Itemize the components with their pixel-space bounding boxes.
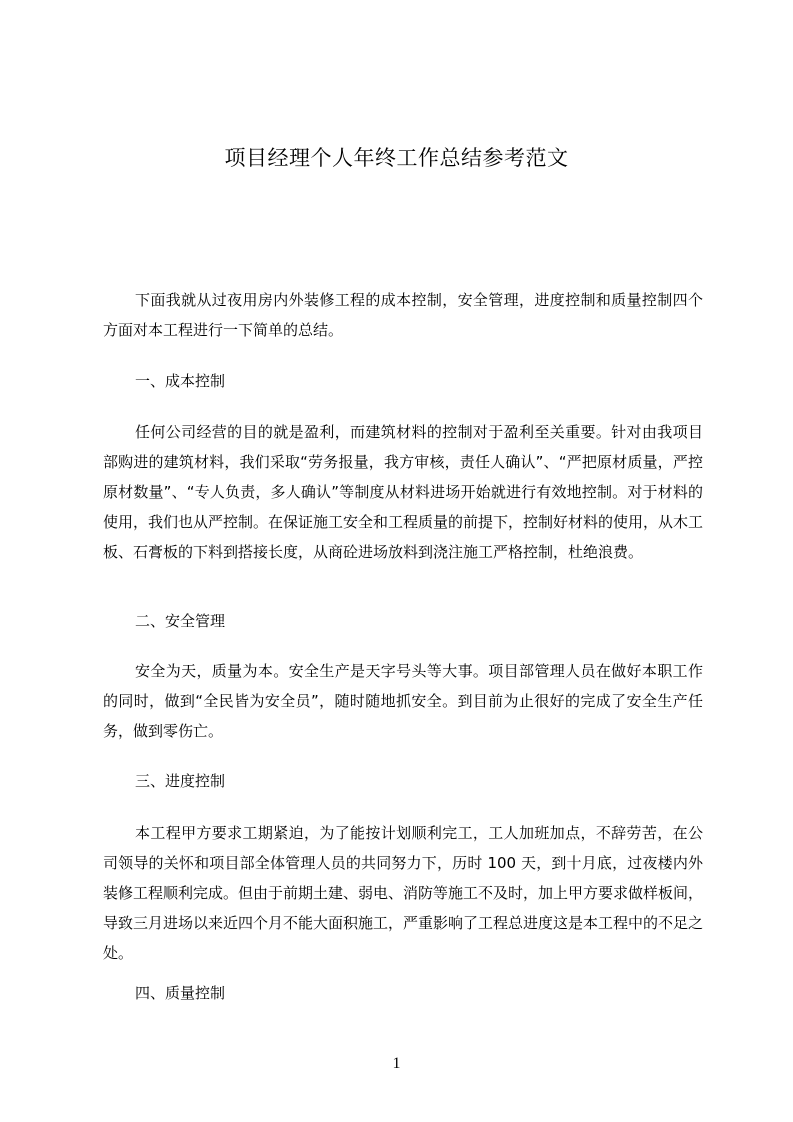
section-body-schedule-control: 本工程甲方要求工期紧迫，为了能按计划顺利完工，工人加班加点，不辞劳苦，在公司领导的关怀和项目部全体管理人员的共同努力下，历时 100 天，到十月底，过夜楼内外装修工程顺利完成。但由于前期土建、弱电、消防等施工不及时，加上甲方要求做样板间，导致三月进场以来近四个月不能大面积施工，严重影响了工程总进度这是本工程中的不足之处。 bbox=[103, 824, 704, 962]
section-heading-quality-control: 四、质量控制 bbox=[135, 984, 226, 1002]
document-title: 项目经理个人年终工作总结参考范文 bbox=[224, 146, 569, 170]
section-heading-cost-control: 一、成本控制 bbox=[135, 372, 226, 390]
intro-paragraph: 下面我就从过夜用房内外装修工程的成本控制，安全管理，进度控制和质量控制四个方面对本工程进行一下简单的总结。 bbox=[103, 291, 703, 339]
section-body-cost-control: 任何公司经营的目的就是盈利，而建筑材料的控制对于盈利至关重要。针对由我项目部购进的建筑材料，我们采取“劳务报量，我方审核，责任人确认”、“严把原材质量，严控原材数量”、“专人负责，多人确认”等制度从材料进场开始就进行有效地控制。对于材料的使用，我们也从严控制。在保证施工安全和工程质量的前提下，控制好材料的使用，从木工板、石膏板的下料到搭接长度，从商砼进场放料到浇注施工严格控制，杜绝浪费。 bbox=[103, 423, 704, 561]
page-number: 1 bbox=[392, 1055, 401, 1072]
section-heading-schedule-control: 三、进度控制 bbox=[135, 772, 226, 790]
section-body-safety-management: 安全为天，质量为本。安全生产是天字号头等大事。项目部管理人员在做好本职工作的同时，做到“全民皆为安全员”，随时随地抓安全。到目前为止很好的完成了安全生产任务，做到零伤亡。 bbox=[103, 662, 703, 740]
section-heading-safety-management: 二、安全管理 bbox=[135, 612, 226, 630]
